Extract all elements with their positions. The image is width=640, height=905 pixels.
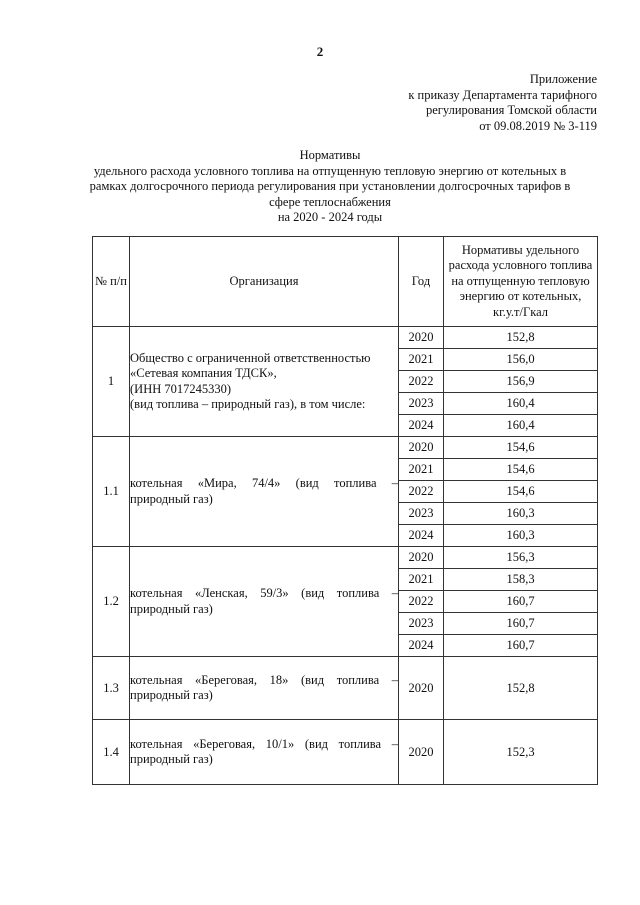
table-row <box>93 437 598 459</box>
appendix-line: Приложение <box>529 72 597 86</box>
organization-cell: котельная «Ленская, 59/3» (вид топлива – природный газ) <box>130 547 399 657</box>
norms-table <box>92 236 598 785</box>
header-num: № п/п <box>93 237 130 327</box>
value-cell: 160,3 <box>444 503 598 525</box>
organization-line: «Сетевая компания ТДСК», <box>130 366 277 380</box>
year-cell: 2024 <box>399 415 444 437</box>
appendix-line: от 09.08.2019 № 3-119 <box>479 118 597 133</box>
row-number: 1.1 <box>93 437 130 547</box>
title-line: Нормативы <box>299 148 361 162</box>
year-cell: 2022 <box>399 591 444 613</box>
value-cell: 152,3 <box>444 720 598 785</box>
year-cell: 2022 <box>399 371 444 393</box>
table-row <box>93 720 598 785</box>
value-cell: 160,3 <box>444 525 598 547</box>
year-cell: 2020 <box>399 327 444 349</box>
value-cell: 160,7 <box>444 613 598 635</box>
title-line: на 2020 - 2024 годы <box>277 210 383 224</box>
appendix-block <box>408 72 597 134</box>
row-number: 1.2 <box>93 547 130 657</box>
year-cell: 2020 <box>399 720 444 785</box>
row-number: 1.3 <box>93 657 130 720</box>
value-cell: 160,4 <box>444 415 598 437</box>
year-cell: 2024 <box>399 635 444 657</box>
value-cell: 156,3 <box>444 547 598 569</box>
value-cell: 156,9 <box>444 371 598 393</box>
header-value: Нормативы удельного расхода условного топлива на отпущенную тепловую энергию от котельных, кг.у.т/Гкал <box>444 237 598 327</box>
value-cell: 152,8 <box>444 327 598 349</box>
year-cell: 2023 <box>399 393 444 415</box>
row-number: 1 <box>93 327 130 437</box>
value-cell: 160,7 <box>444 635 598 657</box>
value-cell: 152,8 <box>444 657 598 720</box>
organization-cell <box>130 327 399 437</box>
header-row <box>93 237 598 327</box>
organization-cell: котельная «Мира, 74/4» (вид топлива – природный газ) <box>130 437 399 547</box>
value-cell: 154,6 <box>444 459 598 481</box>
appendix-line: регулирования Томской области <box>425 103 597 117</box>
page-number: 2 <box>316 44 324 59</box>
organization-line: Общество с ограниченной ответственностью <box>130 350 371 365</box>
table-row <box>93 327 598 349</box>
organization-cell: котельная «Береговая, 10/1» (вид топлива – природный газ) <box>130 720 399 785</box>
year-cell: 2020 <box>399 547 444 569</box>
year-cell: 2022 <box>399 481 444 503</box>
table-row <box>93 657 598 720</box>
value-cell: 154,6 <box>444 437 598 459</box>
title-line: рамках долгосрочного периода регулирования при установлении долгосрочных тарифов в <box>89 179 571 193</box>
header-year: Год <box>399 237 444 327</box>
value-cell: 160,7 <box>444 591 598 613</box>
year-cell: 2023 <box>399 613 444 635</box>
header-org: Организация <box>130 237 399 327</box>
year-cell: 2021 <box>399 459 444 481</box>
appendix-line: к приказу Департамента тарифного <box>408 87 597 102</box>
year-cell: 2024 <box>399 525 444 547</box>
organization-line: (вид топлива – природный газ), в том числе: <box>130 397 366 411</box>
organization-cell: котельная «Береговая, 18» (вид топлива – природный газ) <box>130 657 399 720</box>
row-number: 1.4 <box>93 720 130 785</box>
table-row <box>93 547 598 569</box>
title-line: удельного расхода условного топлива на отпущенную тепловую энергию от котельных в <box>93 163 567 178</box>
value-cell: 154,6 <box>444 481 598 503</box>
year-cell: 2021 <box>399 569 444 591</box>
value-cell: 160,4 <box>444 393 598 415</box>
organization-line: (ИНН 7017245330) <box>130 381 232 396</box>
year-cell: 2023 <box>399 503 444 525</box>
value-cell: 158,3 <box>444 569 598 591</box>
year-cell: 2020 <box>399 437 444 459</box>
year-cell: 2021 <box>399 349 444 371</box>
document-title <box>80 148 580 226</box>
year-cell: 2020 <box>399 657 444 720</box>
value-cell: 156,0 <box>444 349 598 371</box>
title-line: сфере теплоснабжения <box>269 194 391 209</box>
table-body <box>93 327 598 785</box>
